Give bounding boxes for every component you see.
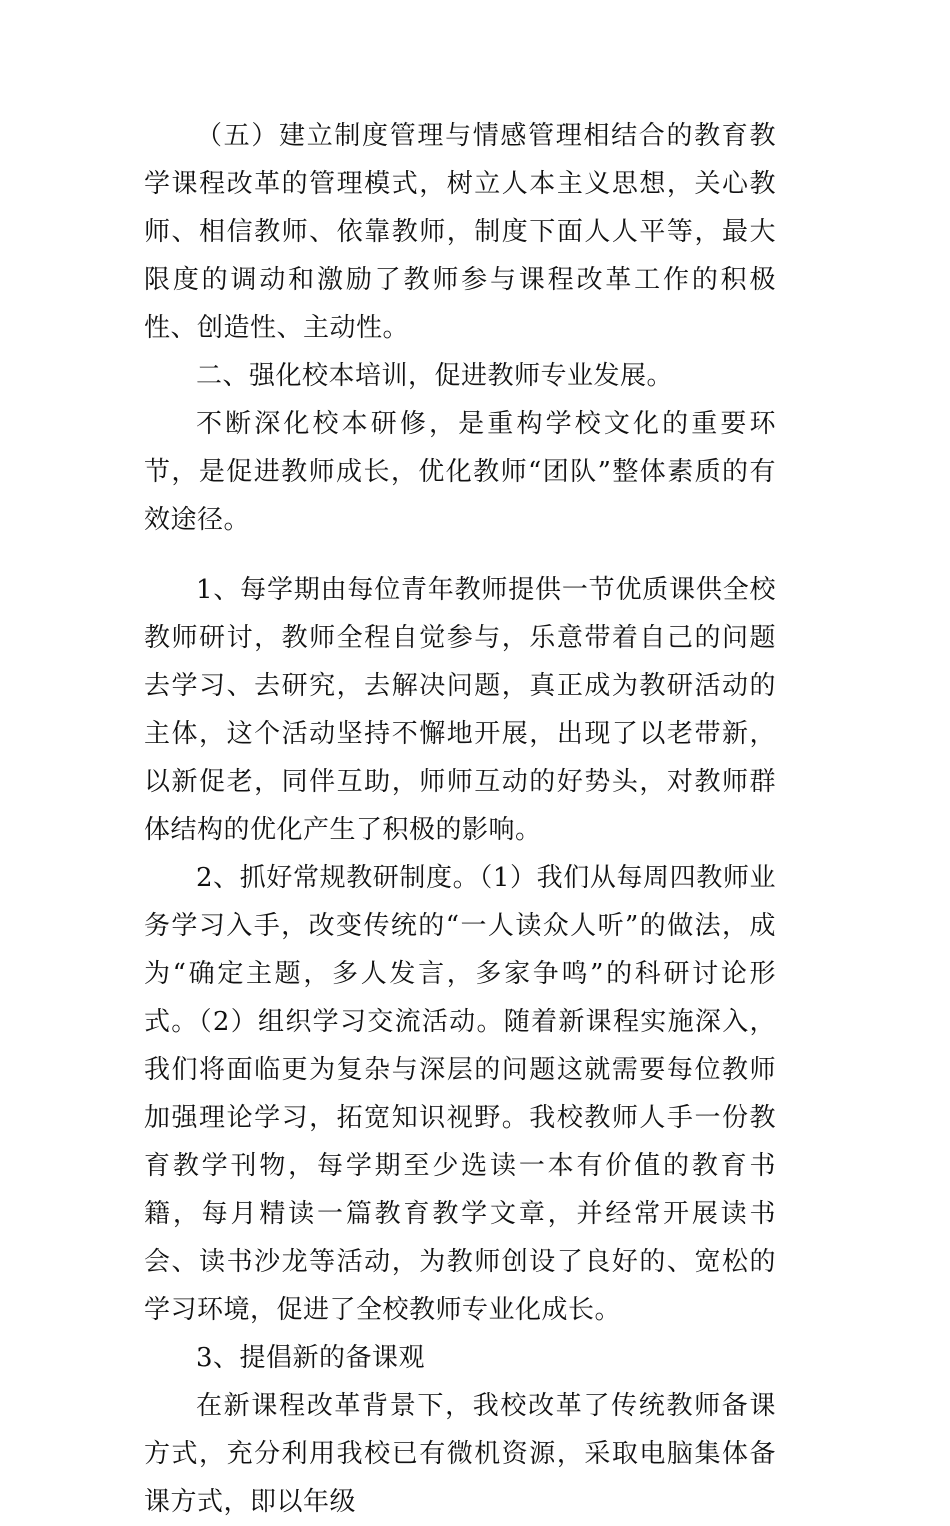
paragraph-lesson-prep: 在新课程改革背景下，我校改革了传统教师备课方式，充分利用我校已有微机资源，采取电脑集体备课方式，即以年级 [144,1391,776,1517]
paragraph-school-research: 不断深化校本研修，是重构学校文化的重要环节，是促进教师成长，优化教师“团队”整体素质的有效途径。 [144,409,776,535]
paragraph-item-1-quality-lessons: 1、每学期由每位青年教师提供一节优质课供全校教师研讨，教师全程自觉参与，乐意带着自己的问题去学习、去研究，去解决问题，真正成为教研活动的主体，这个活动坚持不懈地开展，出现了以老带新，以新促老，同伴互助，师师互动的好势头，对教师群体结构的优化产生了积极的影响。 [144,575,776,845]
paragraph-item-2-teaching-research: 2、抓好常规教研制度。（1）我们从每周四教师业务学习入手，改变传统的“一人读众人听”的做法，成为“确定主题，多人发言，多家争鸣”的科研讨论形式。（2）组织学习交流活动。随着新课程实施深入，我们将面临更为复杂与深层的问题这就需要每位教师加强理论学习，拓宽知识视野。我校教师人手一份教育教学刊物，每学期至少选读一本有价值的教育书籍，每月精读一篇教育教学文章，并经常开展读书会、读书沙龙等活动，为教师创设了良好的、宽松的学习环境，促进了全校教师专业化成长。 [144,863,776,1325]
paragraph-management-model: （五）建立制度管理与情感管理相结合的教育教学课程改革的管理模式，树立人本主义思想，关心教师、相信教师、依靠教师，制度下面人人平等，最大限度的调动和激励了教师参与课程改革工作的积极性、创造性、主动性。 [144,121,776,343]
document-body [144,112,776,1526]
section-heading-school-training: 二、强化校本培训，促进教师专业发展。 [196,361,674,391]
paragraph-item-3-heading: 3、提倡新的备课观 [196,1343,426,1373]
